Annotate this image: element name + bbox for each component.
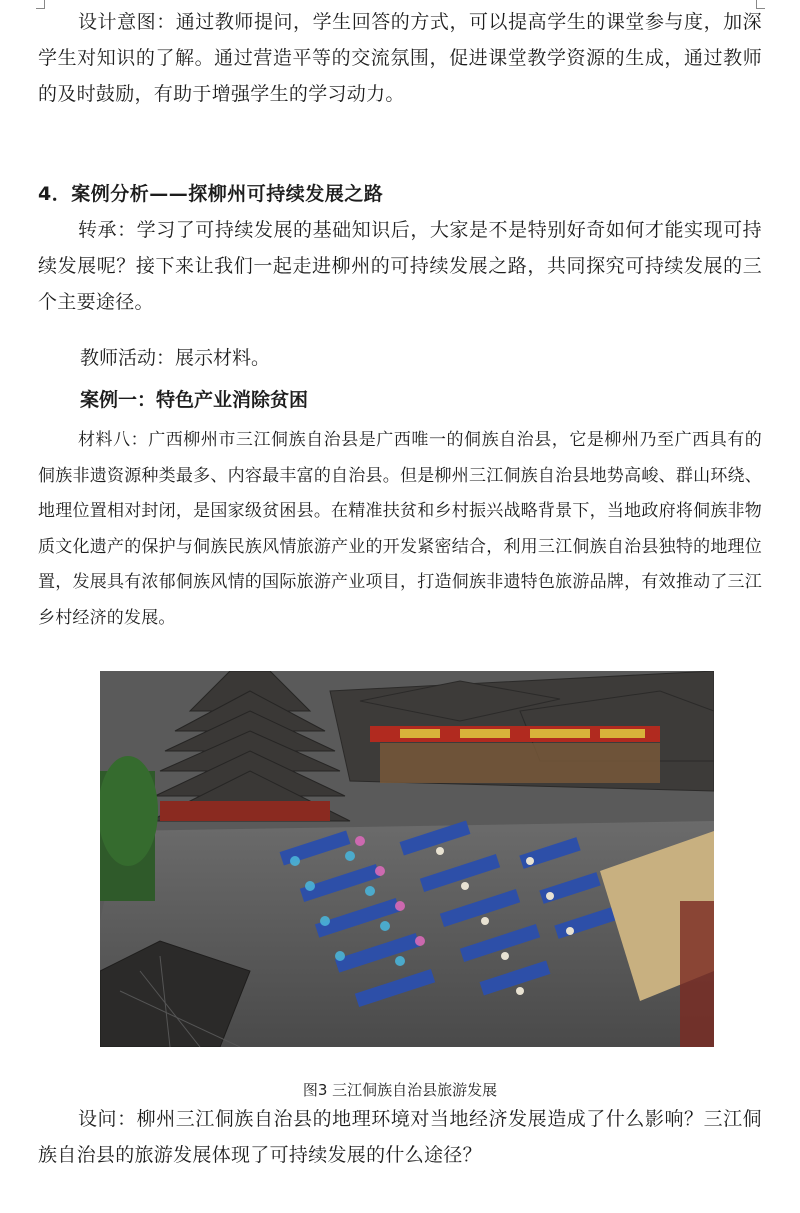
case-one-title: 案例一：特色产业消除贫困 <box>80 389 309 411</box>
transition-paragraph: 转承：学习了可持续发展的基础知识后，大家是不是特别好奇如何才能实现可持续发展呢？接下来让我们一起走进柳州的可持续发展之路，共同探究可持续发展的三个主要途径。 <box>38 219 762 313</box>
section-heading: 4．案例分析——探柳州可持续发展之路 <box>38 183 384 205</box>
figure-caption: 图3 三江侗族自治县旅游发展 <box>302 1081 498 1099</box>
material-eight-paragraph: 材料八：广西柳州市三江侗族自治县是广西唯一的侗族自治县，它是柳州乃至广西具有的侗族非遗资源种类最多、内容最丰富的自治县。但是柳州三江侗族自治县地势高峻、群山环绕、地理位置相对封闭，是国家级贫困县。在精准扶贫和乡村振兴战略背景下，当地政府将侗族非物质文化遗产的保护与侗族民族风情旅游产业的开发紧密结合，利用三江侗族自治县独特的地理位置，发展具有浓郁侗族风情的国际旅游产业项目，打造侗族非遗特色旅游品牌，有效推动了三江乡村经济的发展。 <box>38 430 762 628</box>
design-intent-paragraph: 设计意图：通过教师提问，学生回答的方式，可以提高学生的课堂参与度，加深学生对知识的了解。通过营造平等的交流氛围，促进课堂教学资源的生成，通过教师的及时鼓励，有助于增强学生的学习动力。 <box>38 11 762 105</box>
tourism-photo <box>100 671 714 1047</box>
question-paragraph: 设问：柳州三江侗族自治县的地理环境对当地经济发展造成了什么影响？三江侗族自治县的旅游发展体现了可持续发展的什么途径？ <box>38 1108 762 1166</box>
teacher-activity-line: 教师活动：展示材料。 <box>80 347 271 369</box>
